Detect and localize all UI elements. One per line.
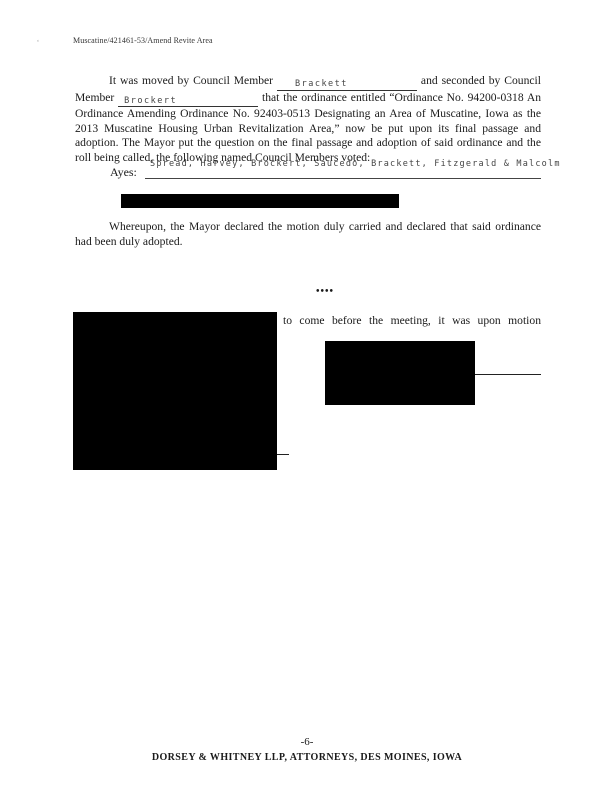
motion-rest: that the ordinance entitled “Ordinance No. 94200-0318 An Ordinance Amending Ordinance No. 92403-0513 Designating an Area of Muscatine, Iowa as the 2013 Muscatine Housing Urban Revitalization Area,” now be put upon its final passage and adoption. The Mayor put the question on the final passage and adoption of said ordinance and the roll being called, the following named Council Members voted:: [75, 90, 542, 164]
signature-line-stub: [277, 454, 289, 455]
page-number: -6-: [300, 736, 314, 748]
seconder-field: [118, 91, 258, 108]
motion-continuation: to come before the meeting, it was upon motion: [283, 314, 541, 327]
motion-mid: and seconded by Council Member: [75, 74, 541, 104]
redaction-bar: [121, 194, 399, 208]
adoption-text: Whereupon, the Mayor declared the motion duly carried and declared that said ordinance had been duly adopted.: [75, 220, 541, 248]
mover-field: [277, 74, 417, 91]
ayes-label: Ayes:: [110, 165, 137, 179]
motion-paragraph: [75, 74, 541, 166]
redaction-block-right: [325, 341, 475, 405]
adoption-paragraph: [75, 220, 541, 249]
redaction-block-left: [73, 312, 277, 470]
document-reference: Muscatine/421461-53/Amend Revite Area: [73, 36, 213, 45]
motion-lead: It was moved by Council Member: [109, 74, 274, 87]
firm-footer: DORSEY & WHITNEY LLP, ATTORNEYS, DES MOINES, IOWA: [151, 752, 463, 763]
mover-name: Brackett: [294, 79, 348, 89]
ayes-underline: [145, 178, 541, 179]
ayes-members: Spread, Harvey, Brockert, Saucedo, Brackett, Fitzgerald & Malcolm: [150, 159, 561, 169]
seconder-name: Brockert: [124, 95, 178, 106]
seconder-line-stub: [475, 374, 541, 375]
margin-mark: ‘: [37, 40, 39, 46]
section-separator: ••••: [316, 286, 335, 297]
